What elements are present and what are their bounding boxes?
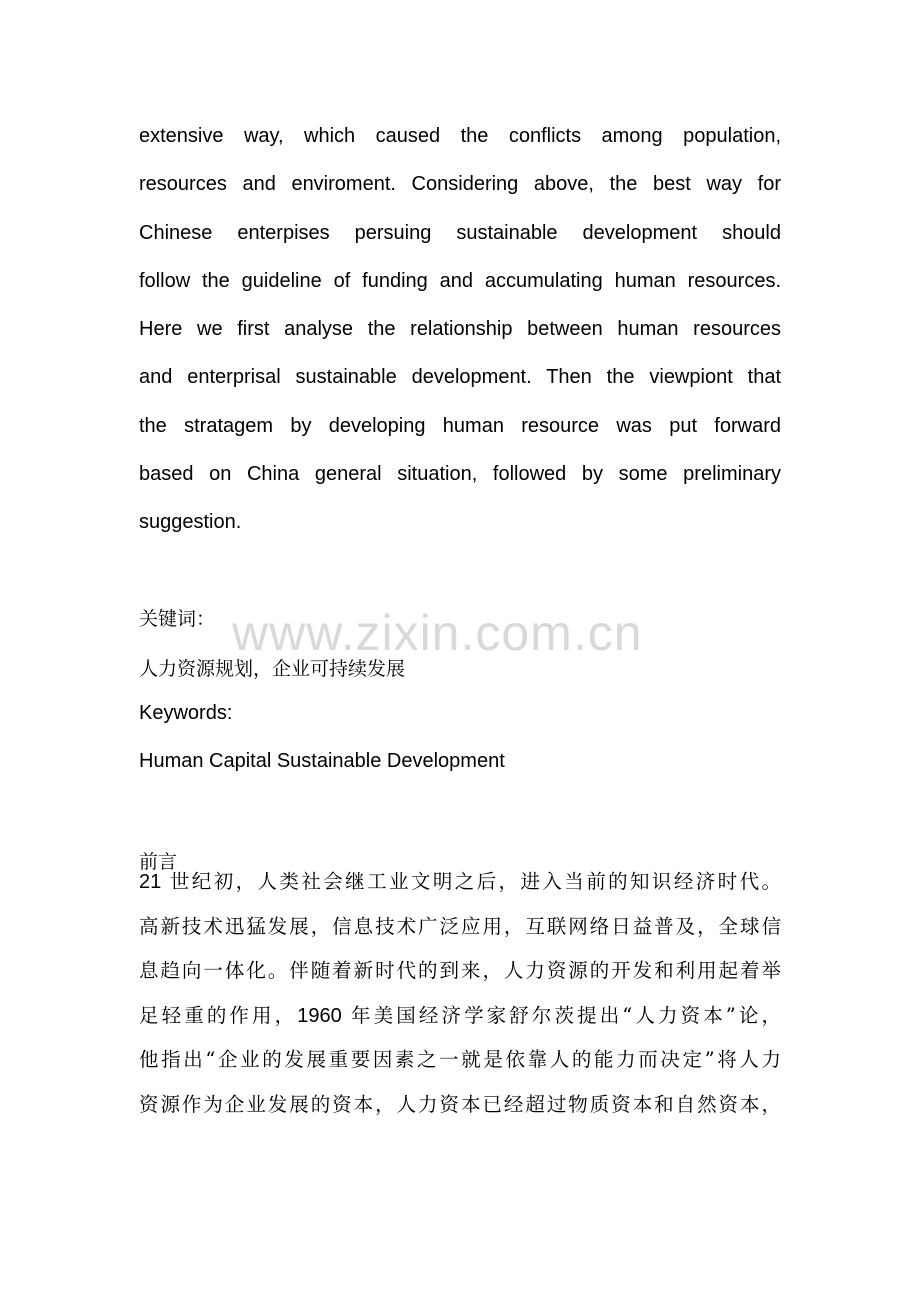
- keywords-en-value: Human Capital Sustainable Development: [139, 750, 505, 772]
- preface-line: 他指出“企业的发展重要因素之一就是依靠人的能力而决定”将人力: [139, 1048, 781, 1072]
- preface-text: 足轻重的作用，: [139, 1003, 298, 1027]
- abstract-line: Chinese enterpises persuing sustainable development should: [139, 221, 781, 244]
- abstract-line: resources and enviroment. Considering above, the best way for: [139, 173, 781, 196]
- preface-line: 高新技术迅猛发展，信息技术广泛应用，互联网络日益普及，全球信: [139, 914, 781, 938]
- abstract-line: based on China general situation, followed by some preliminary: [139, 463, 781, 486]
- preface-line: [139, 994, 781, 1039]
- abstract-paragraph: [139, 112, 781, 547]
- abstract-line: Here we first analyse the relationship between human resources: [139, 318, 781, 341]
- preface-line: 资源作为企业发展的资本，人力资本已经超过物质资本和自然资本，: [139, 1092, 781, 1116]
- keywords-cn-value: 人力资源规划，企业可持续发展: [139, 658, 406, 680]
- preface-text: 世纪初，人类社会继工业文明之后，进入当前的知识经济时代。: [169, 870, 781, 893]
- keywords-en-label: Keywords:: [139, 702, 233, 724]
- watermark-text: www.zixin.com.cn: [232, 605, 643, 661]
- abstract-line: follow the guideline of funding and accumulating human resources.: [139, 269, 781, 292]
- preface-number: 21: [139, 871, 162, 893]
- abstract-line: the stratagem by developing human resource was put forward: [139, 414, 781, 437]
- preface-heading: 前言: [139, 851, 178, 873]
- keywords-cn-label: 关键词：: [139, 608, 216, 630]
- preface-line: [139, 860, 781, 905]
- preface-number: 1960: [297, 1004, 342, 1027]
- preface-paragraph: [139, 860, 781, 1128]
- abstract-line: extensive way, which caused the conflicts among population,: [139, 125, 781, 147]
- preface-line: 息趋向一体化。伴随着新时代的到来，人力资源的开发和利用起着举: [139, 959, 781, 983]
- preface-text: 年美国经济学家舒尔茨提出“人力资本”论，: [351, 1003, 781, 1027]
- abstract-line: suggestion.: [139, 511, 242, 534]
- abstract-line: and enterprisal sustainable development. Then the viewpiont that: [139, 366, 781, 389]
